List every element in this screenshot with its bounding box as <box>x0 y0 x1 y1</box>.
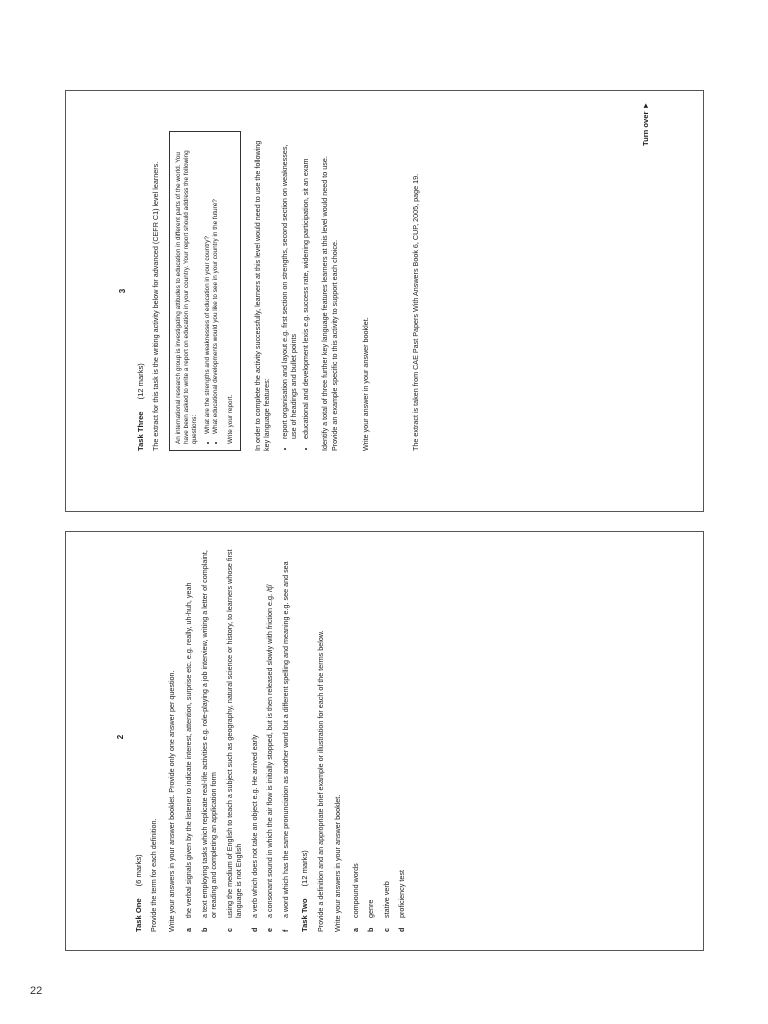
answer-note: Write your answer in your answer booklet. <box>361 317 371 451</box>
source-note: The extract is taken from CAE Past Papers With Answers Book 6, CUP, 2005, page 19. <box>410 173 420 451</box>
item-letter: e <box>265 928 274 932</box>
exam-page-3 <box>65 90 704 512</box>
task-two-heading <box>300 542 310 932</box>
item-text: a word which has the same pronunciation as another word but a different spelling and meaning e.g. see and sea <box>280 561 290 918</box>
turn-over-label: Turn over ► <box>641 101 650 146</box>
task-two-list <box>351 542 407 932</box>
item-letter: a <box>350 928 360 932</box>
item-letter: c <box>381 928 391 932</box>
item-letter: f <box>280 929 290 932</box>
list-item <box>397 542 407 932</box>
item-text: genre <box>366 899 375 918</box>
document-page-number: 22 <box>30 985 43 997</box>
item-letter: b <box>366 927 375 932</box>
task-two-instruction: Provide a definition and an appropriate brief example or illustration for each of the terms below. <box>315 630 325 932</box>
list-item <box>281 542 291 932</box>
feature-item: • educational and development lexis e.g. success rate, widening participation, sit an exam <box>301 131 311 439</box>
task-title: Task Three <box>135 411 145 451</box>
item-letter: c <box>224 928 234 932</box>
task-marks: (12 marks) <box>135 363 145 400</box>
task-title: Task Two <box>300 898 309 932</box>
box-paragraph: An international research group is investigating attitudes to education in different parts of the world. You have been asked to write a report on education in your country. Your report should address the following questions: <box>174 150 199 444</box>
task-one-heading <box>134 542 144 932</box>
item-letter: d <box>249 927 259 932</box>
task-one-instruction: Provide the term for each definition. <box>149 818 158 932</box>
box-bullet: • What educational developments would you like to see in your country in the future? <box>212 138 220 434</box>
list-item <box>250 542 260 932</box>
page-number: 2 <box>116 734 125 740</box>
task-one-list <box>184 542 290 932</box>
item-letter: b <box>199 927 209 932</box>
item-text: the verbal signals given by the listener to indicate interest, attention, surprise etc. e.g. really, uh-huh, yeah <box>184 582 193 918</box>
list-item <box>184 542 194 932</box>
task-two-instruction: Write your answers in your answer booklet. <box>333 794 342 932</box>
task-one-instruction: Write your answers in your answer booklet. Provide only one answer per question. <box>166 670 176 932</box>
box-bullets <box>204 138 221 444</box>
task-marks: (6 marks) <box>133 854 143 887</box>
page-number: 3 <box>118 288 127 294</box>
exam-page-2 <box>65 531 704 951</box>
list-item <box>200 542 219 932</box>
task-intro: The extract for this task is the writing activity below for advanced (CEFR C1) level learners. <box>151 161 160 451</box>
feature-item: • report organisation and layout e.g. first section on strengths, second section on weaknesses, use of headings and bullet points <box>280 131 299 439</box>
list-item <box>351 542 361 932</box>
item-letter: d <box>397 927 406 932</box>
list-item <box>265 542 275 932</box>
item-text: a text employing tasks which replicate real-life activities e.g. role-playing a job interview, writing a letter of complaint, or reading and completing an application form <box>199 550 218 918</box>
features-intro: In order to complete the activity successfully, learners at this level would need to use the following key language features: <box>252 140 272 451</box>
list-item <box>225 542 244 932</box>
item-text: compound words <box>350 863 360 918</box>
task-marks: (12 marks) <box>300 850 309 887</box>
list-item <box>382 542 392 932</box>
writing-activity-box <box>169 131 241 451</box>
item-text: proficiency test <box>397 870 406 918</box>
page-2-content <box>116 542 706 932</box>
item-text: stative verb <box>381 881 391 918</box>
box-bullet: • What are the strengths and weaknesses of education in your country? <box>204 138 212 434</box>
features-list <box>280 131 311 451</box>
item-letter: a <box>184 928 193 932</box>
task-three-heading <box>136 131 146 451</box>
list-item <box>366 542 376 932</box>
identify-instruction: Identify a total of three further key language features learners at this level would need to use. Provide an example specific to this activity to support each choice. <box>320 156 339 451</box>
page-3-content <box>118 131 693 451</box>
item-text: a verb which does not take an object e.g. He arrived early <box>249 734 259 918</box>
item-text: using the medium of English to teach a subject such as geography, natural science or history, to learners whose first language is not English <box>224 549 243 918</box>
item-text: a consonant sound in which the air flow is initially stopped, but is then released slowly with friction e.g. /tʃ/ <box>265 584 274 918</box>
task-title: Task One <box>133 898 143 932</box>
box-closing: Write your report. <box>226 394 234 444</box>
